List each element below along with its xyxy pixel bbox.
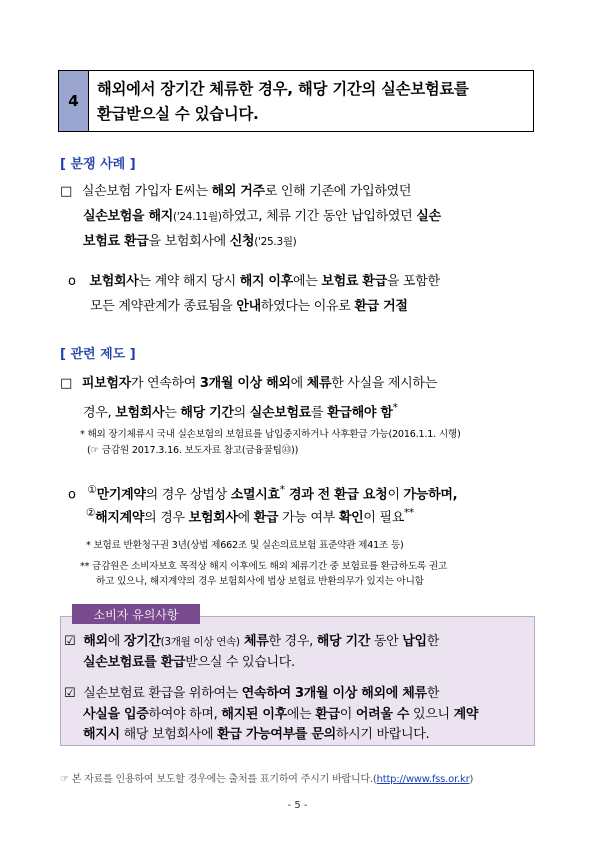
dispute-heading: [ 분쟁 사례 ]: [60, 157, 136, 172]
bullet-icon: ο: [68, 274, 76, 289]
checked-box-icon: ☑: [64, 634, 76, 649]
citation-note: ☞ 본 자료를 인용하여 보도할 경우에는 출처를 표기하여 주시기 바랍니다.(http://www.fss.or.kr): [60, 774, 474, 785]
footnote-1-line1: * 해외 장기체류시 국내 실손보험의 보험료를 납입중지하거나 사후환급 가능(2016.1.1. 시행): [80, 429, 461, 440]
fss-website-link[interactable]: http://www.fss.or.kr: [376, 774, 470, 785]
dispute-p1-line3: 보험료 환급을 보험회사에 신청('25.3월): [83, 234, 297, 249]
footnote-3-line2: 하고 있으나, 해지계약의 경우 보험회사에 법상 보험료 반환의무가 있지는 아니함: [96, 576, 424, 587]
footnote-2: * 보험료 반환청구권 3년(상법 제662조 및 실손의료보험 표준약관 제41조 등): [86, 540, 404, 551]
section-title-line2: 환급받으실 수 있습니다.: [97, 105, 259, 123]
section-header-box: [58, 70, 534, 132]
system-p2-line2: ②해지계약의 경우 보험회사에 환급 가능 여부 확인이 필요**: [86, 507, 414, 526]
checked-box-icon: ☑: [64, 686, 76, 701]
system-p2-line1: ο ①만기계약의 경우 상법상 소멸시효* 경과 전 환급 요청이 가능하며,: [68, 484, 458, 503]
caution-item2-line1: ☑ 실손보험료 환급을 위하여는 연속하여 3개월 이상 해외에 체류한: [64, 686, 440, 701]
section-title-line1: 해외에서 장기간 체류한 경우, 해당 기간의 실손보험료를: [97, 80, 469, 98]
caution-item1-line1: ☑ 해외에 장기간(3개월 이상 연속) 체류한 경우, 해당 기간 동안 납입한: [64, 634, 439, 649]
consumer-caution-tab: 소비자 유의사항: [72, 604, 200, 624]
checkbox-icon: □: [60, 184, 72, 199]
section-number: 4: [59, 71, 89, 131]
dispute-p2-line1: ο 보험회사는 계약 해지 당시 해지 이후에는 보험료 환급을 포함한: [68, 274, 440, 289]
dispute-p1-line2: 실손보험을 해지('24.11월)하였고, 체류 기간 동안 납입하였던 실손: [83, 209, 441, 224]
system-heading: [ 관련 제도 ]: [60, 347, 136, 362]
system-p1-line2: 경우, 보험회사는 해당 기간의 실손보험료를 환급해야 함*: [83, 402, 398, 421]
caution-item2-line3: 해지시 해당 보험회사에 환급 가능여부를 문의하시기 바랍니다.: [83, 727, 430, 742]
dispute-p1-line1: □ 실손보험 가입자 E씨는 해외 거주로 인해 기존에 가입하였던: [60, 184, 412, 199]
section-title: [97, 77, 529, 127]
caution-item1-line2: 실손보험료를 환급받으실 수 있습니다.: [83, 655, 295, 670]
bullet-icon: ο: [68, 487, 76, 503]
dispute-p2-line2: 모든 계약관계가 종료됨을 안내하였다는 이유로 환급 거절: [90, 299, 408, 314]
system-p1-line1: □ 피보험자가 연속하여 3개월 이상 해외에 체류한 사실을 제시하는: [60, 376, 437, 391]
caution-item2-line2: 사실을 입증하여야 하며, 해지된 이후에는 환급이 어려울 수 있으니 계약: [83, 707, 479, 722]
page-number: - 5 -: [287, 800, 308, 811]
footnote-3-line1: ** 금감원은 소비자보호 목적상 해지 이후에도 해외 체류기간 중 보험료를 환급하도록 권고: [80, 561, 447, 572]
footnote-1-line2: (☞ 금감원 2017.3.16. 보도자료 참고(금융꿀팁㉝)): [87, 445, 299, 456]
checkbox-icon: □: [60, 376, 72, 391]
